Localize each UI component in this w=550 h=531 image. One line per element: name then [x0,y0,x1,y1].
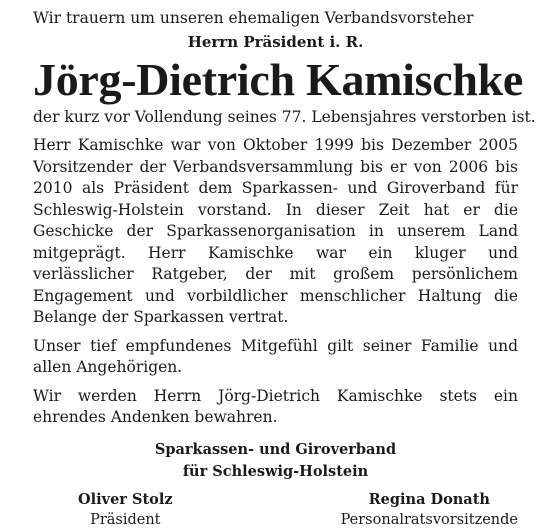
organization-line-2: für Schleswig-Holstein [182,462,369,480]
organization-name [33,439,518,483]
signer-staff-council [341,489,518,531]
deceased-name: Jörg-Dietrich Kamischke [33,54,524,105]
paragraph-condolence: Unser tief empfundenes Mitgefühl gilt seiner Familie und allen Angehörigen. [33,336,518,376]
signer-role: Präsident [90,511,161,528]
paragraph-biography: Herr Kamischke war von Oktober 1999 bis Dezember 2005 Vorsitzender der Verbandsversammlung bis er von 2006 bis 2010 als Präsident dem Sparkassen- und Giroverband für Schleswig-Holstein vorstand. In dieser Zeit hat er die Geschicke der Sparkassenorganisation in unserem Land mitgeprägt. Herr Kamischke war ein kluger und verlässlicher Ratgeber, der mit großem persönlichem Engagement und vorbildlicher menschlicher Haltung die Belange der Sparkassen vertrat. [33,136,518,326]
intro-line: Wir trauern um unseren ehemaligen Verbandsvorsteher [33,9,474,27]
paragraph-remembrance: Wir werden Herrn Jörg-Dietrich Kamischke stets ein ehrendes Andenken bewahren. [33,386,518,426]
signer-role: Personalratsvorsitzende [340,511,518,528]
signer-name: Regina Donath [368,490,490,508]
signers [33,489,518,531]
honorific-title: Herrn Präsident i. R. [187,33,364,51]
organization-line-1: Sparkassen- und Giroverband [154,440,397,458]
signer-name: Oliver Stolz [78,490,173,508]
subline: der kurz vor Vollendung seines 77. Lebensjahres verstorben ist. [33,108,536,126]
signer-president [78,489,173,531]
